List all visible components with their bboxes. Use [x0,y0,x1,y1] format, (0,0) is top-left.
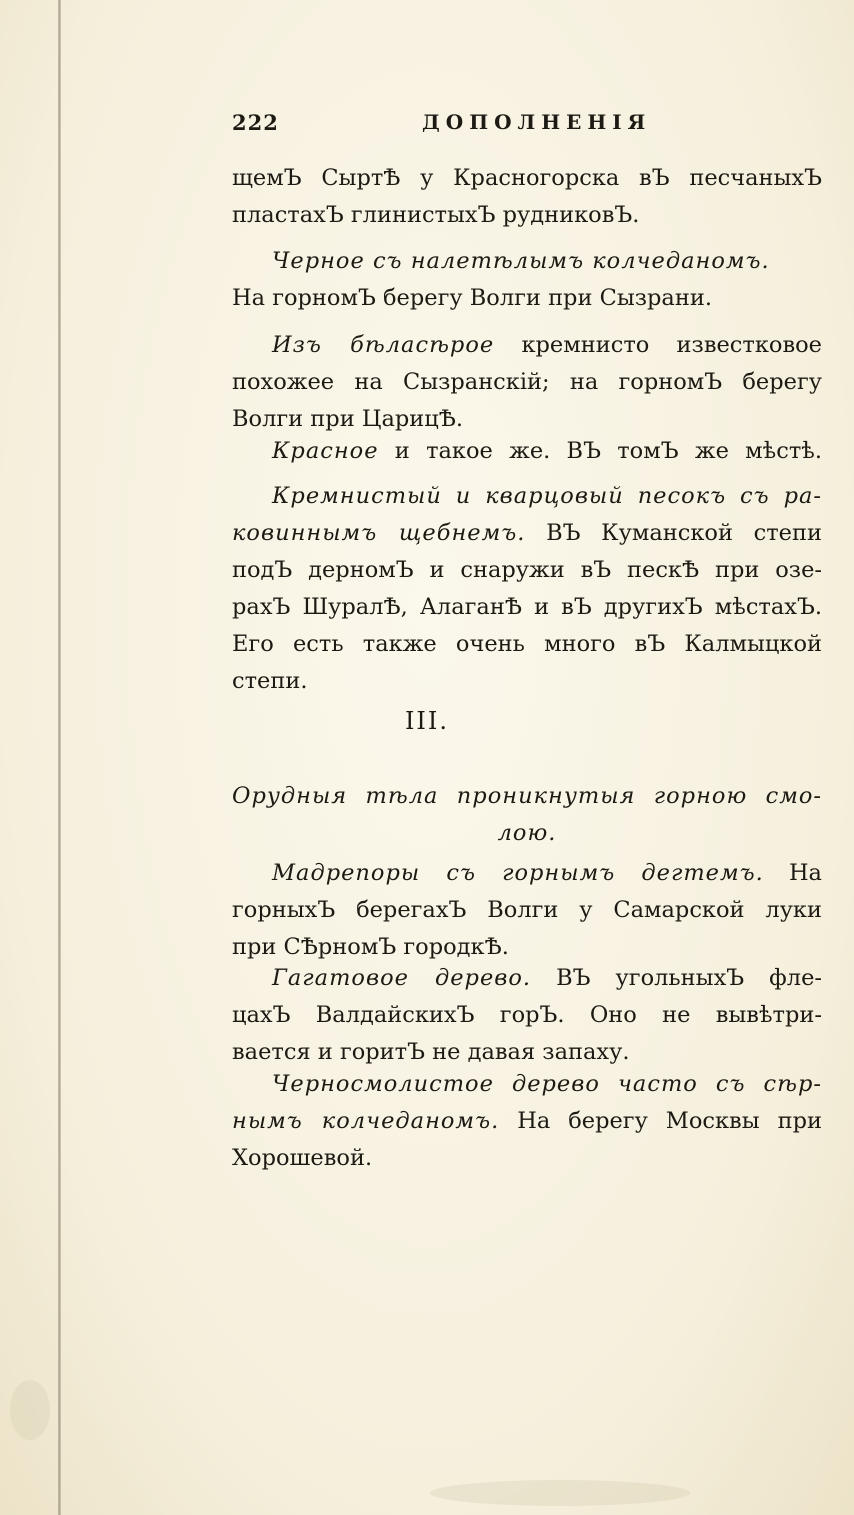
paragraph-continuation [232,160,822,234]
text-line: степи. [232,668,308,694]
entry-lead: Гагатовое дерево. [272,965,532,991]
heading-line: лою. [497,820,557,846]
entry-lead: Кремнистый и кварцовый песокъ съ ра- [272,483,822,509]
text-line: На горномЪ берегу Волги при Сызрани. [232,285,712,311]
text-line: Его есть также очень много вЪ Калмыцкой [232,631,822,657]
section-heading [232,778,822,852]
paragraph-whitish-grey [232,327,822,438]
text-line: горныхЪ берегахЪ Волги у Самарской луки [232,897,822,923]
text-segment: ВЪ Куманской степи [546,520,822,546]
paragraph-black-ore [232,243,822,317]
text-line: подЪ дерномЪ и снаружи вЪ пескѢ при озе- [232,557,822,583]
paper-stain [430,1480,690,1506]
paragraph-siliceous-sand [232,478,822,700]
entry-lead: нымъ колчеданомъ. [232,1108,500,1134]
text-line: Хорошевой. [232,1145,373,1171]
text-segment: и такое же. ВЪ томЪ же мѣстѣ. [394,438,822,464]
page-binding-edge [58,0,61,1515]
section-number: III. [404,707,450,735]
text-segment: На [788,860,822,886]
paragraph-red [232,433,822,470]
page-header [232,104,672,144]
paragraph-madrepores [232,855,822,966]
paragraph-black-resin-wood [232,1066,822,1177]
text-line: Волги при ЦарицѢ. [232,406,464,432]
page-number: 222 [232,110,279,135]
text-line: цахЪ ВалдайскихЪ горЪ. Оно не вывѣтри- [232,1002,822,1028]
entry-lead: Черное съ налетѣлымъ колчеданомъ. [272,248,770,274]
entry-lead: ковиннымъ щебнемъ. [232,520,526,546]
text-line: похожее на Сызранскій; на горномЪ берегу [232,369,822,395]
text-line: щемЪ СыртѢ у Красногорска вЪ песчаныхЪ [232,165,822,191]
entry-lead: Изъ бѣласѣрое [272,332,495,358]
text-segment: кремнисто известковое [521,332,822,358]
heading-line: Орудныя тѣла проникнутыя горною смо- [232,783,822,809]
entry-lead: Мадрепоры съ горнымъ дегтемъ. [272,860,764,886]
text-line: вается и горитЪ не давая запаху. [232,1039,630,1065]
paper-stain [10,1380,50,1440]
text-line: при СѢрномЪ городкѢ. [232,934,509,960]
running-title: ДОПОЛНЕНІЯ [422,110,652,134]
text-segment: ВЪ угольныхЪ фле- [556,965,822,991]
text-segment: На берегу Москвы при [517,1108,822,1134]
text-line: пластахЪ глинистыхЪ рудниковЪ. [232,202,640,228]
paragraph-jet-wood [232,960,822,1071]
text-line: рахЪ ШуралѢ, АлаганѢ и вЪ другихЪ мѣстахЪ. [232,594,822,620]
entry-lead: Черносмолистое дерево часто съ сѣр- [272,1071,822,1097]
entry-lead: Красное [272,438,379,464]
